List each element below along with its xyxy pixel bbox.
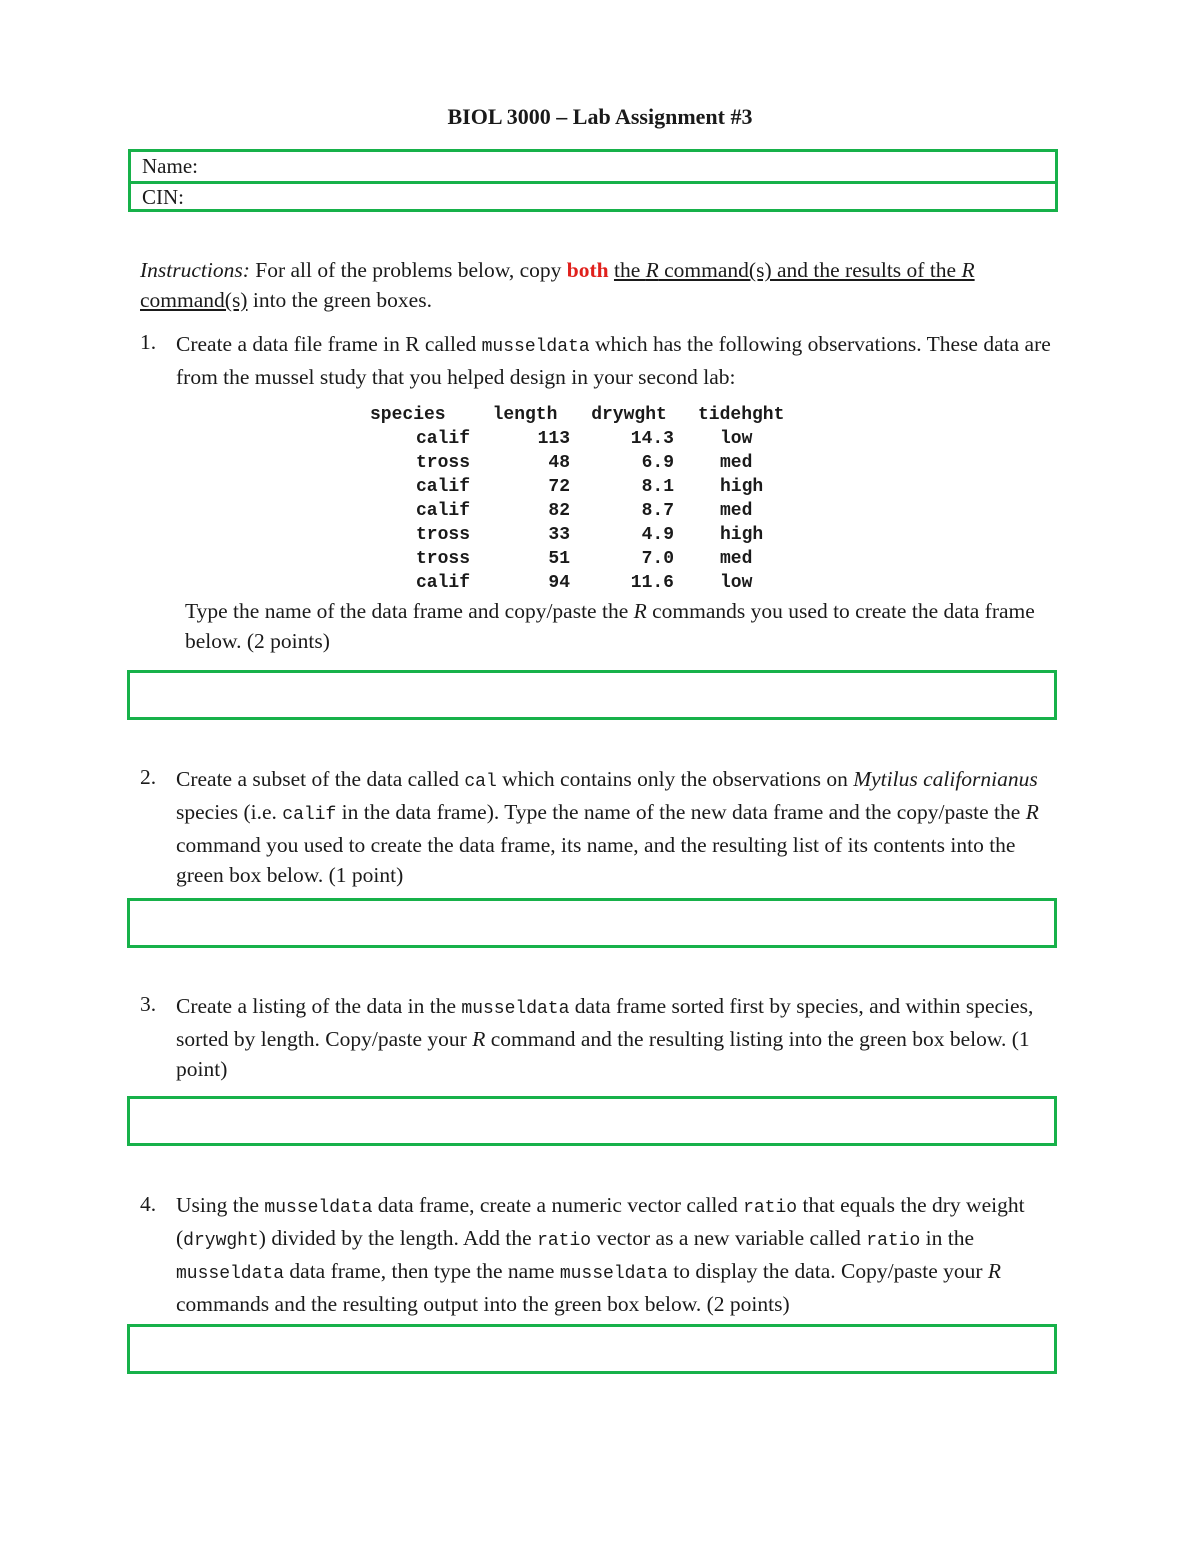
q2-text: Create a subset of the data called cal which contains only the observations on Mytilus californianus species (i.e. calif in the data frame). Type the name of the new data frame and the copy/paste the R command you used to create the data frame, its name, and the resulting list of its contents into the green box below. (1 point): [176, 767, 1039, 887]
q4-text: Using the musseldata data frame, create a numeric vector called ratio that equals the dry weight (drywght) divided by the length. Add the ratio vector as a new variable called ratio in the musseldata data frame, then type the name musseldata to display the data. Copy/paste your R commands and the resulting output into the green box below. (2 points): [176, 1193, 1025, 1316]
q3-number: 3.: [140, 992, 157, 1016]
col-length: length: [492, 405, 558, 425]
name-label: Name:: [142, 154, 198, 178]
cin-field[interactable]: [131, 181, 1055, 210]
table-row: calif 94 11.6 low: [415, 573, 753, 593]
table-row: tross 48 6.9 med: [415, 453, 753, 473]
cin-label: CIN:: [142, 185, 184, 209]
q3-text: Create a listing of the data in the musseldata data frame sorted first by species, and within species, sorted by length. Copy/paste your R command and the resulting listing into the green box below. (1 point): [176, 994, 1034, 1081]
table-row: tross 33 4.9 high: [415, 525, 764, 545]
table-row: tross 51 7.0 med: [415, 549, 753, 569]
q1-number: 1.: [140, 330, 157, 354]
table-header-row: [364, 403, 830, 427]
q2-answer-box[interactable]: [127, 898, 1057, 948]
col-tidehght: tidehght: [698, 405, 785, 425]
col-species: species: [370, 405, 446, 425]
table-row: calif 82 8.7 med: [415, 501, 753, 521]
student-info-box: [128, 149, 1058, 212]
instructions-label: Instructions:: [140, 258, 250, 282]
instructions: Instructions: For all of the problems below, copy both the R command(s) and the results of the R command(s) into the green boxes.: [140, 258, 975, 312]
q4-answer-box[interactable]: [127, 1324, 1057, 1374]
emphasis-both: both: [566, 258, 609, 282]
name-field[interactable]: [131, 152, 1055, 181]
table-row: calif 113 14.3 low: [415, 429, 753, 449]
q4-number: 4.: [140, 1192, 157, 1216]
q1-answer-box[interactable]: [127, 670, 1057, 720]
table-row: calif 72 8.1 high: [415, 477, 764, 497]
col-drywght: drywght: [591, 405, 667, 425]
q2-number: 2.: [140, 765, 157, 789]
mussel-data-table: [364, 403, 830, 595]
page-title: BIOL 3000 – Lab Assignment #3: [447, 104, 753, 129]
q1-after-text: Type the name of the data frame and copy/paste the R commands you used to create the data frame below. (2 points): [185, 599, 1035, 653]
q1-text: Create a data file frame in R called musseldata which has the following observations. These data are from the mussel study that you helped design in your second lab:: [176, 332, 1051, 389]
q3-answer-box[interactable]: [127, 1096, 1057, 1146]
